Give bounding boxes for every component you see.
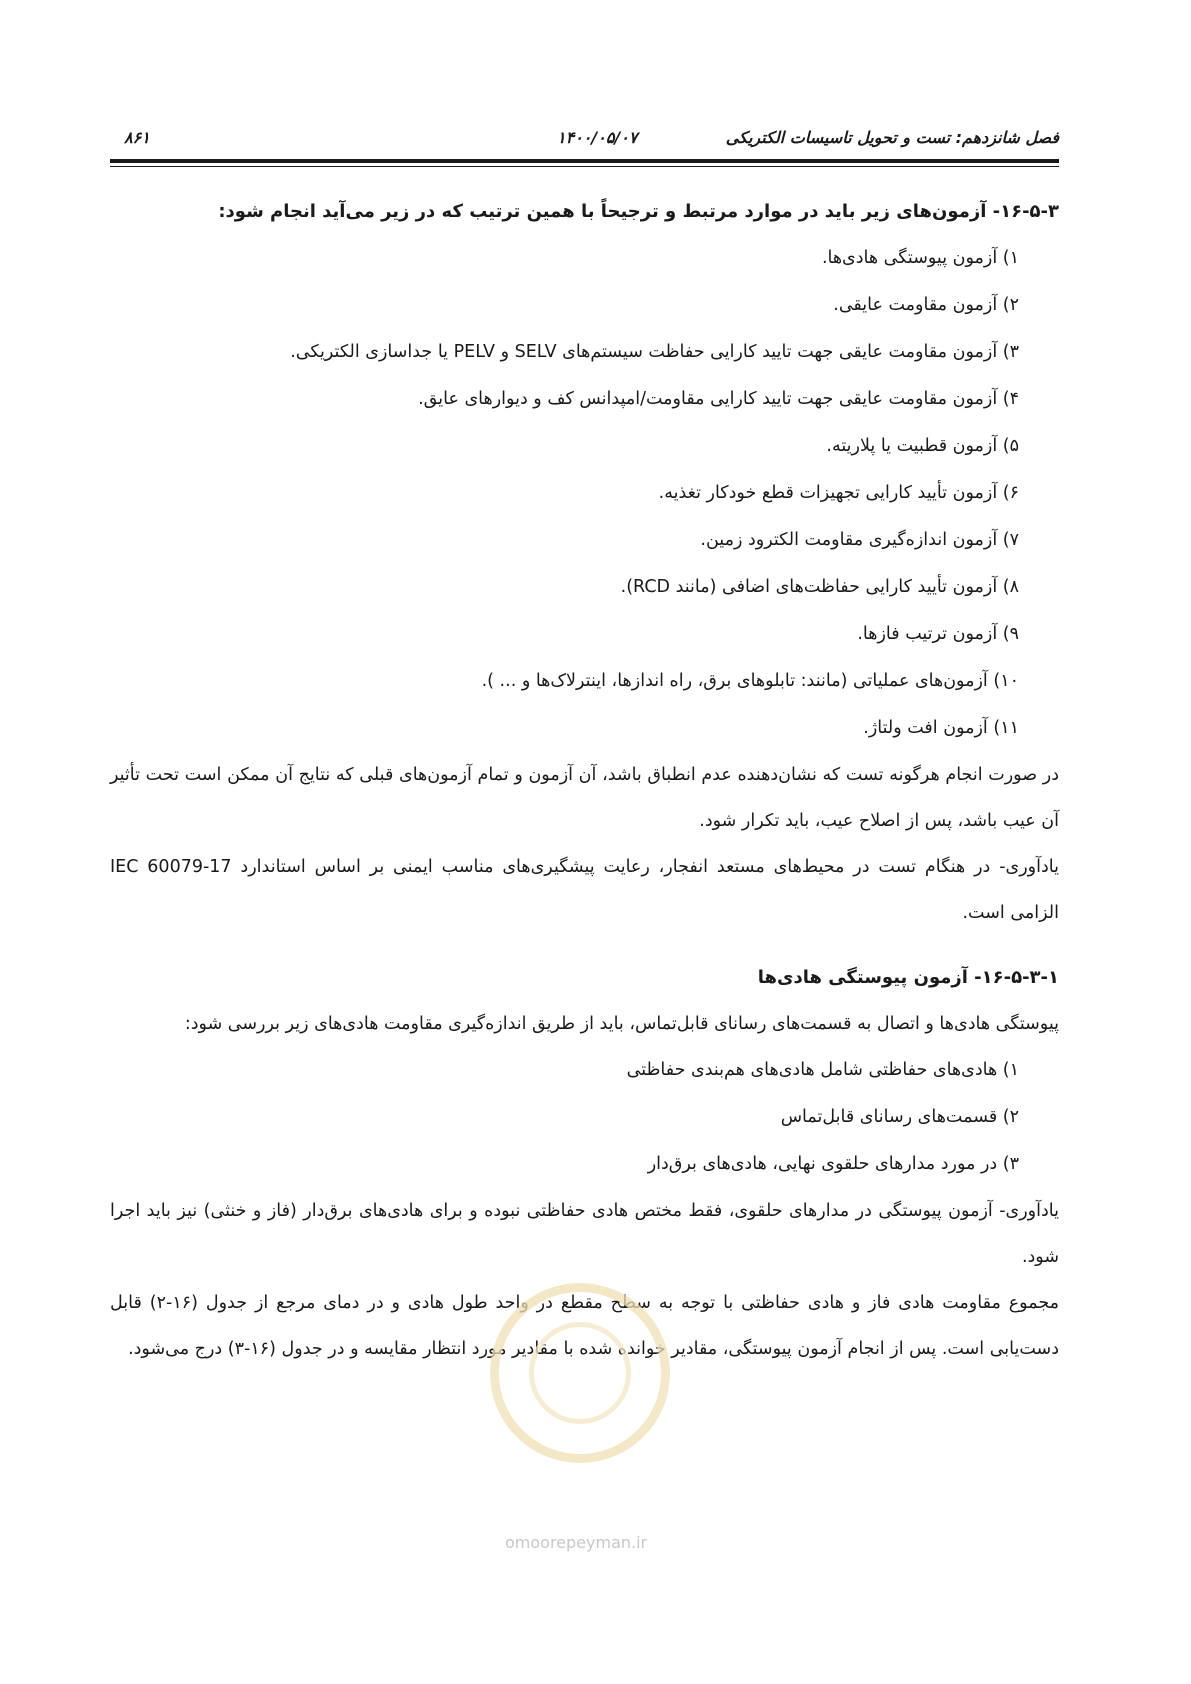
paragraph: پیوستگی هادی‌ها و اتصال به قسمت‌های رسانای قابل‌تماس، باید از طریق اندازه‌گیری مقاومت هادی‌های زیر بررسی شود:: [184, 1014, 1059, 1034]
note-paragraph: یادآوری- آزمون پیوستگی در مدارهای حلقوی، فقط مختص هادی حفاظتی نبوده و برای هادی‌های برق‌دار (فاز و خنثی) نیز باید اجرا شود.: [110, 1201, 1059, 1267]
list-item: ۳) آزمون مقاومت عایقی جهت تایید کارایی حفاظت سیستم‌های SELV و PELV یا جداسازی الکتریکی.: [290, 342, 1019, 362]
watermark-text: omoorepeyman.ir: [505, 1533, 648, 1552]
note-paragraph: یادآوری- در هنگام تست در محیط‌های مستعد انفجار، رعایت پیشگیری‌های مناسب ایمنی بر اساس استاندارد IEC 60079-17 الزامی است.: [110, 857, 1059, 923]
list-item: ۸) آزمون تأیید کارایی حفاظت‌های اضافی (مانند RCD).: [620, 577, 1019, 597]
chapter-title: فصل شانزدهم: تست و تحویل تاسیسات الکتریکی: [725, 128, 1059, 147]
list-item: ۲) قسمت‌های رسانای قابل‌تماس: [780, 1107, 1019, 1127]
page-header: [110, 122, 1059, 162]
subsection-heading: ۱۶-۵-۳-۱- آزمون پیوستگی هادی‌ها: [757, 967, 1059, 988]
list-item: ۲) آزمون مقاومت عایقی.: [833, 295, 1019, 315]
paragraph: مجموع مقاومت هادی فاز و هادی حفاظتی با توجه به سطح مقطع در واحد طول هادی و در دمای مرجع از جدول (۱۶-۲) قابل دست‌یابی است. پس از انجام آزمون پیوستگی، مقادیر خوانده شده با مقادیر مورد انتظار مقایسه و در جدول (۱۶-۳) درج می‌شود.: [110, 1293, 1060, 1359]
page-number: ۸۶۱: [124, 128, 150, 147]
list-item: ۴) آزمون مقاومت عایقی جهت تایید کارایی مقاومت/امپدانس کف و دیوارهای عایق.: [418, 389, 1019, 409]
list-item: ۱) هادی‌های حفاظتی شامل هادی‌های هم‌بندی حفاظتی: [626, 1060, 1019, 1080]
list-item: ۱۱) آزمون افت ولتاژ.: [863, 718, 1019, 738]
list-item: ۱۰) آزمون‌های عملیاتی (مانند: تابلوهای برق، راه اندازها، اینترلاک‌ها و ... ).: [481, 671, 1019, 691]
list-item: ۶) آزمون تأیید کارایی تجهیزات قطع خودکار تغذیه.: [658, 483, 1019, 503]
section-heading: ۱۶-۵-۳- آزمون‌های زیر باید در موارد مرتبط و ترجیحاً با همین ترتیب که در زیر می‌آید انجام شود:: [218, 201, 1059, 222]
list-item: ۷) آزمون اندازه‌گیری مقاومت الکترود زمین.: [700, 530, 1019, 550]
list-item: ۱) آزمون پیوستگی هادی‌ها.: [821, 248, 1019, 268]
conductor-list: [110, 1047, 1059, 1188]
test-list: [110, 235, 1059, 752]
header-rule-thin: [110, 166, 1059, 167]
page-body: [110, 188, 1059, 1372]
list-item: ۳) در مورد مدارهای حلقوی نهایی، هادی‌های برق‌دار: [647, 1154, 1019, 1174]
header-date: ۱۴۰۰/۰۵/۰۷: [557, 128, 638, 147]
list-item: ۵) آزمون قطبیت یا پلاریته.: [826, 436, 1019, 456]
paragraph: در صورت انجام هرگونه تست که نشان‌دهنده عدم انطباق باشد، آن آزمون و تمام آزمون‌های قبلی که نتایج آن ممکن است تحت تأثیر آن عیب باشد، پس از اصلاح عیب، باید تکرار شود.: [110, 765, 1059, 831]
watermark-seal: [490, 1283, 670, 1463]
list-item: ۹) آزمون ترتیب فازها.: [857, 624, 1019, 644]
header-rule-thick: [110, 159, 1059, 163]
